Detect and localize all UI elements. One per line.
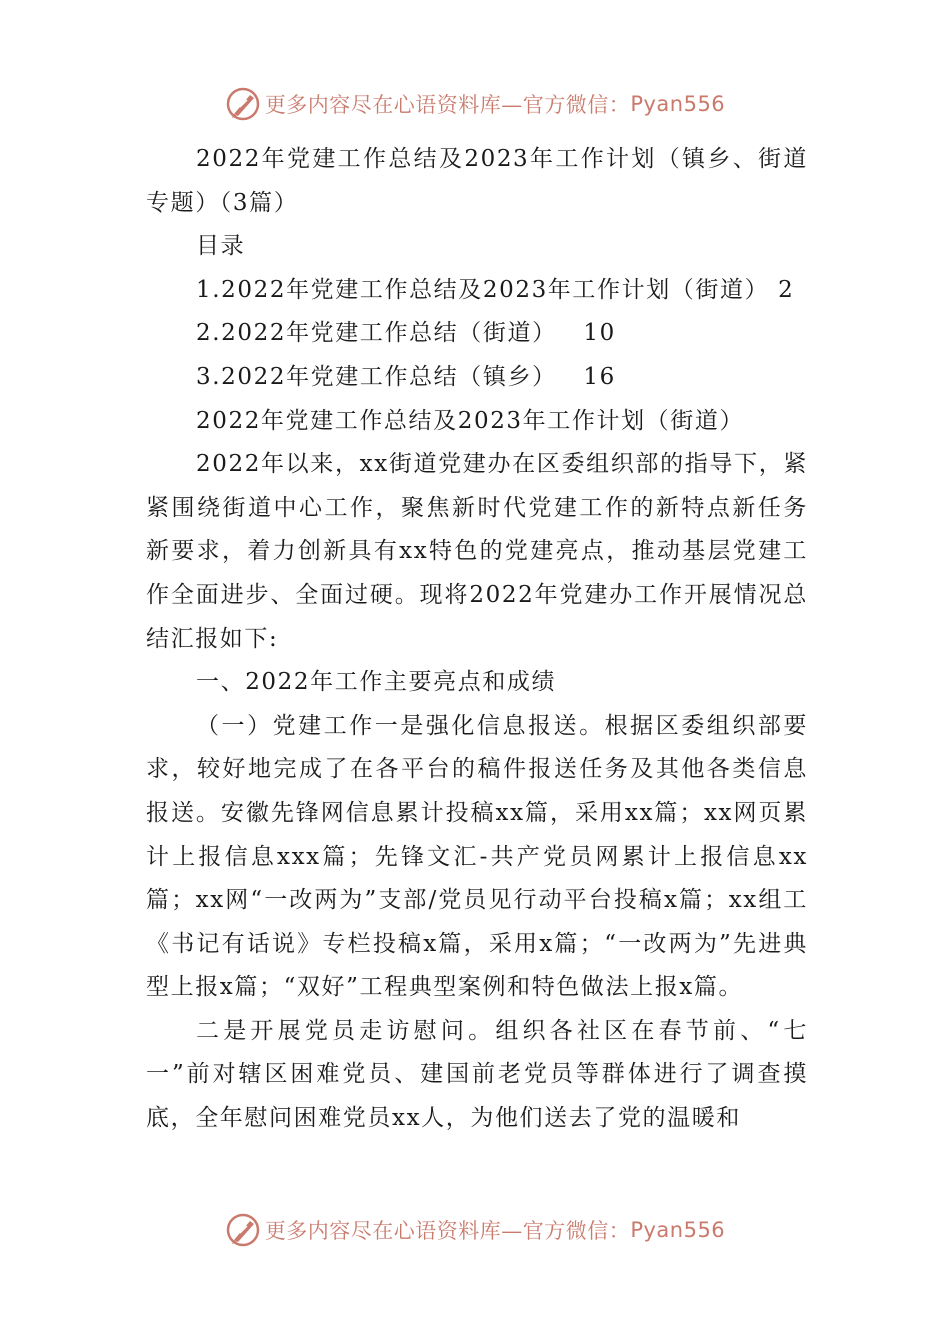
- watermark-handle: Pyan556: [630, 92, 726, 116]
- document-title: 2022年党建工作总结及2023年工作计划（镇乡、街道专题）（3篇）: [146, 146, 808, 216]
- body-paragraph: 二是开展党员走访慰问。组织各社区在春节前、“七一”前对辖区困难党员、建国前老党员等群体进行了调查摸底，全年慰问困难党员xx人，为他们送去了党的温暖和: [146, 1017, 808, 1132]
- toc-item[interactable]: 3.2022年党建工作总结（镇乡） 16: [196, 363, 616, 390]
- toc-heading: 目录: [196, 233, 246, 260]
- section-title: 2022年党建工作总结及2023年工作计划（街道）: [196, 407, 745, 434]
- pen-quill-icon: [225, 86, 261, 122]
- watermark-banner-bottom: [0, 1210, 950, 1250]
- heading-1: 一、2022年工作主要亮点和成绩: [196, 669, 557, 696]
- pen-quill-icon: [225, 1212, 261, 1248]
- watermark-banner-top: [0, 84, 950, 124]
- watermark-text: 更多内容尽在心语资料库—官方微信：: [264, 1219, 631, 1243]
- intro-paragraph: 2022年以来，xx街道党建办在区委组织部的指导下，紧紧围绕街道中心工作，聚焦新时代党建工作的新特点新任务新要求，着力创新具有xx特色的党建亮点，推动基层党建工作全面进步、全面过硬。现将2022年党建办工作开展情况总结汇报如下:: [146, 451, 808, 652]
- toc-item[interactable]: 2.2022年党建工作总结（街道） 10: [196, 320, 616, 347]
- toc-item[interactable]: 1.2022年党建工作总结及2023年工作计划（街道） 2: [196, 276, 795, 303]
- watermark-handle: Pyan556: [630, 1218, 726, 1242]
- watermark-text: 更多内容尽在心语资料库—官方微信：: [264, 93, 631, 117]
- document-body: [146, 138, 808, 1141]
- body-paragraph: （一）党建工作一是强化信息报送。根据区委组织部要求，较好地完成了在各平台的稿件报送任务及其他各类信息报送。安徽先锋网信息累计投稿xx篇，采用xx篇；xx网页累计上报信息xxx篇；先锋文汇-共产党员网累计上报信息xx篇；xx网“一改两为”支部/党员见行动平台投稿x篇；xx组工《书记有话说》专栏投稿x篇，采用x篇；“一改两为”先进典型上报x篇；“双好”工程典型案例和特色做法上报x篇。: [146, 712, 808, 1001]
